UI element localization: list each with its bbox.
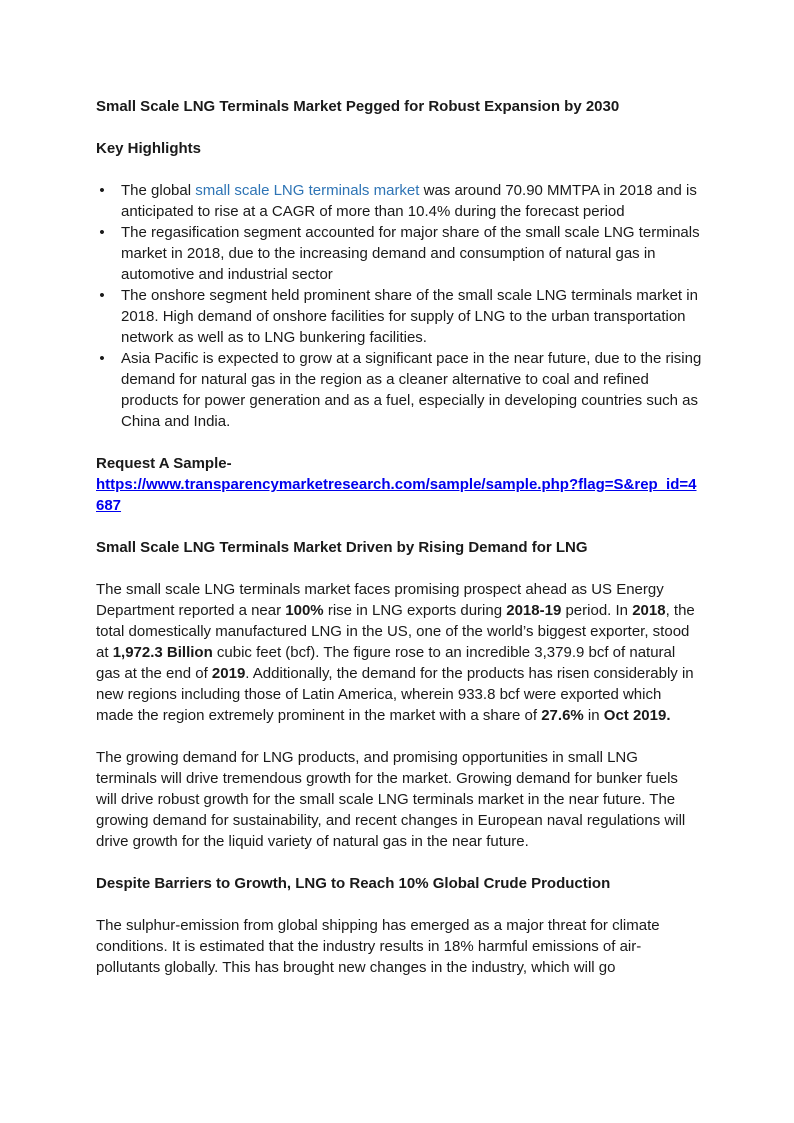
- text-run: cubic feet (bcf). The figure rose to an incredible 3,379.9 bcf of natural gas at the end of: [96, 644, 676, 682]
- document-title: Small Scale LNG Terminals Market Pegged for Robust Expansion by 2030: [96, 98, 620, 115]
- bold-run: 2018: [632, 602, 666, 619]
- key-highlights-heading: Key Highlights: [96, 140, 202, 157]
- bold-run: 27.6%: [541, 707, 584, 724]
- request-sample-link[interactable]: https://www.transparencymarketresearch.com/sample/sample.php?flag=S&rep_id=4687: [96, 476, 697, 514]
- list-item-text: The global: [121, 182, 196, 199]
- bullet-icon: •: [99, 224, 105, 241]
- bullet-icon: •: [99, 287, 105, 304]
- list-item-text: The regasification segment accounted for major share of the small scale LNG terminals market in 2018, due to the increasing demand and consumption of natural gas in automotive and industrial sector: [121, 224, 700, 283]
- paragraph-growth: The growing demand for LNG products, and promising opportunities in small LNG terminals will drive tremendous growth for the market. Growing demand for bunker fuels will drive robust growth for the small scale LNG terminals market in the near future. The growing demand for sustainability, and recent changes in European naval regulations will drive growth for the liquid variety of natural gas in the near future.: [96, 749, 686, 850]
- paragraph-sulphur: The sulphur-emission from global shipping has emerged as a major threat for climate conditions. It is estimated that the industry results in 18% harmful emissions of air-pollutants globally. This has brought new changes in the industry, which will go: [96, 917, 660, 976]
- request-sample-label: Request A Sample-: [96, 455, 232, 472]
- text-run: , the total domestically manufactured LNG in the US, one of the world’s biggest exporter, stood at: [96, 602, 695, 661]
- text-run: The small scale LNG terminals market faces promising prospect ahead as US Energy Department reported a near: [96, 581, 664, 619]
- bold-run: 2019: [211, 665, 246, 682]
- paragraph-demand: [96, 579, 702, 726]
- list-item: [99, 180, 702, 222]
- bullet-icon: •: [99, 182, 105, 199]
- section-heading-demand: Small Scale LNG Terminals Market Driven by Rising Demand for LNG: [96, 539, 588, 556]
- text-run: in: [583, 707, 604, 724]
- key-highlights-list: [96, 180, 702, 432]
- section-heading-barriers: Despite Barriers to Growth, LNG to Reach 10% Global Crude Production: [96, 875, 611, 892]
- list-item-text: Asia Pacific is expected to grow at a significant pace in the near future, due to the rising demand for natural gas in the region as a cleaner alternative to coal and refined products for power generation and as a fuel, especially in developing countries such as China and India.: [121, 350, 702, 430]
- market-link[interactable]: small scale LNG terminals market: [195, 182, 420, 199]
- document-page: [96, 96, 702, 978]
- list-item: [99, 285, 702, 348]
- bold-run: Oct 2019.: [603, 707, 671, 724]
- bold-run: 1,972.3 Billion: [112, 644, 213, 661]
- list-item-text: The onshore segment held prominent share of the small scale LNG terminals market in 2018. High demand of onshore facilities for supply of LNG to the urban transportation network as well as to LNG bunkering facilities.: [121, 287, 698, 346]
- text-run: rise in LNG exports during: [323, 602, 507, 619]
- request-sample-block: [96, 453, 702, 516]
- bold-run: 100%: [285, 602, 324, 619]
- bold-run: 2018-19: [506, 602, 562, 619]
- list-item-text: was around 70.90 MMTPA in 2018 and is anticipated to rise at a CAGR of more than 10.4% during the forecast period: [121, 182, 697, 220]
- list-item: [99, 222, 702, 285]
- text-run: period. In: [561, 602, 633, 619]
- text-run: . Additionally, the demand for the products has risen considerably in new regions including those of Latin America, wherein 933.8 bcf were exported which made the region extremely prominent in the market with a share of: [96, 665, 694, 724]
- bullet-icon: •: [99, 350, 105, 367]
- list-item: [99, 348, 702, 432]
